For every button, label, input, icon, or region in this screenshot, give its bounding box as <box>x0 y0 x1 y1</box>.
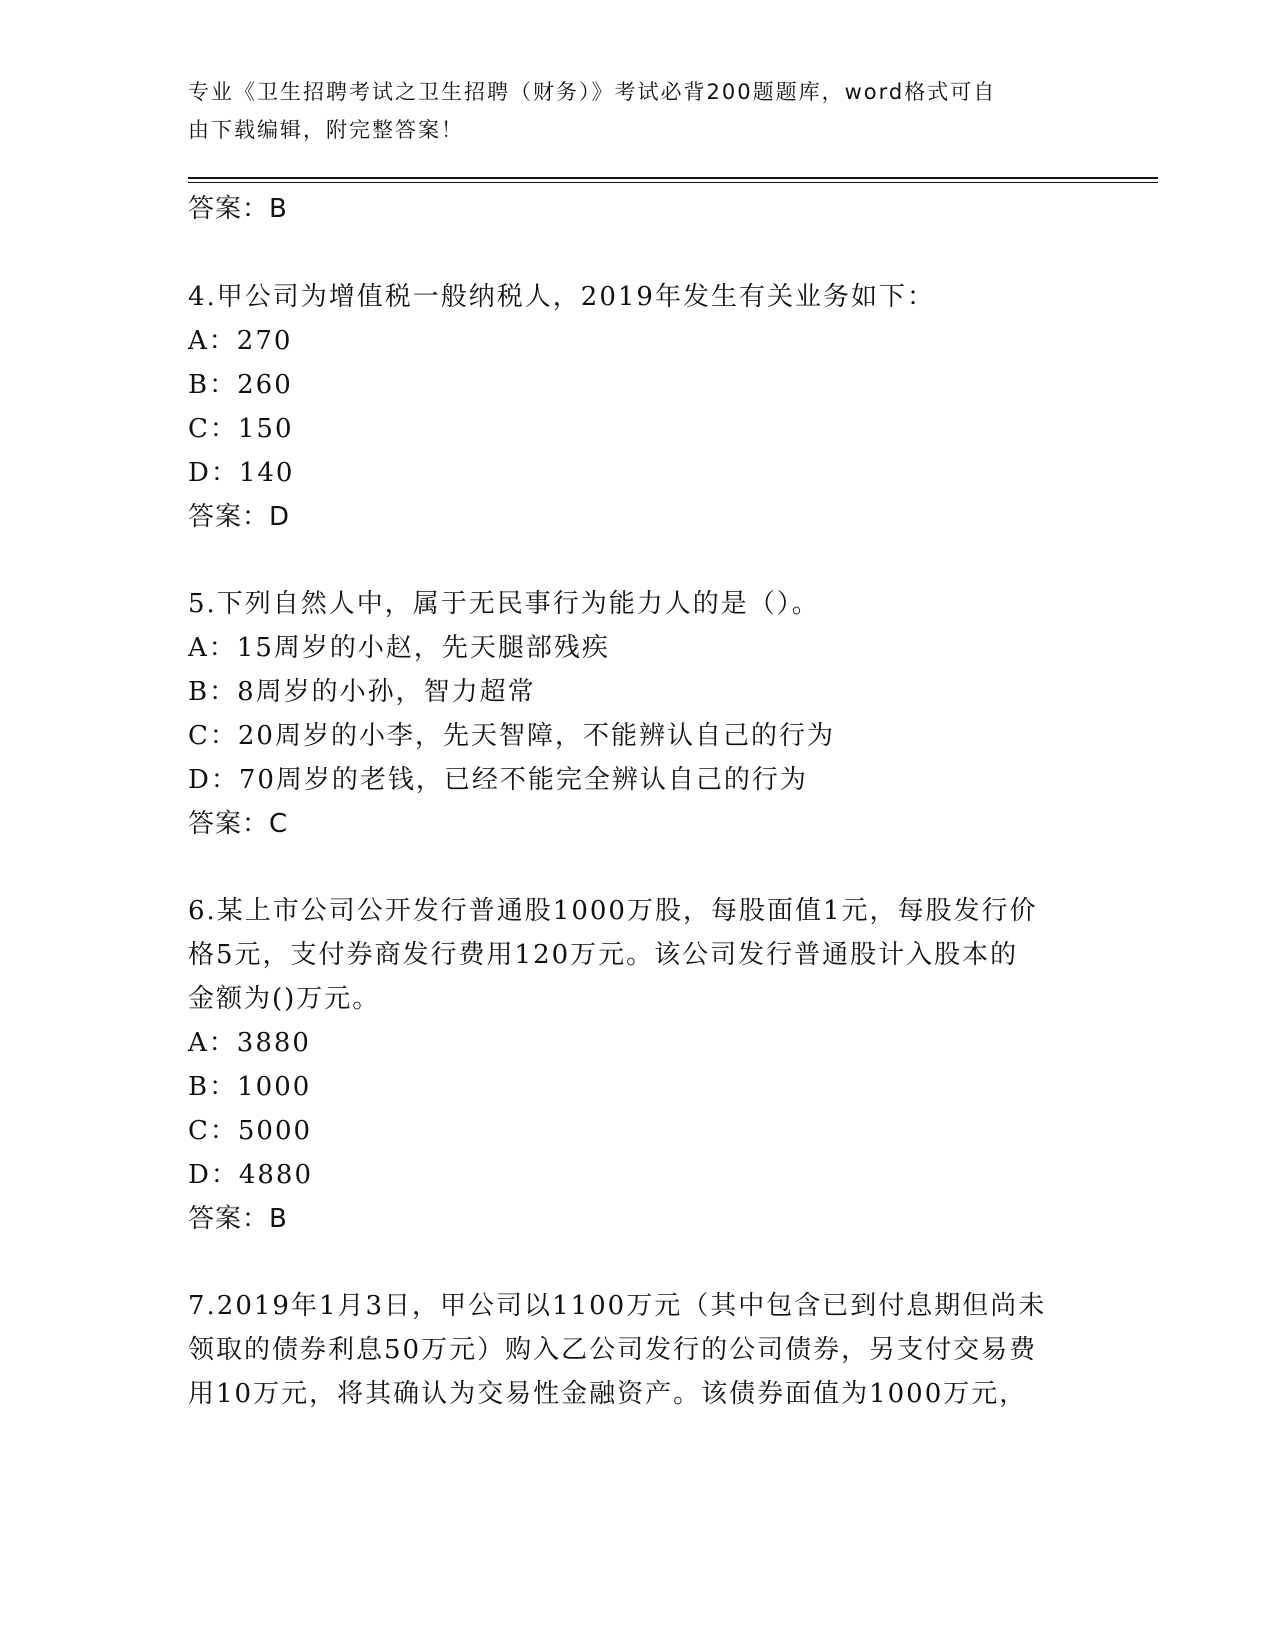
answer-q3: 答案：B <box>188 194 288 224</box>
header-line-1: 专业《卫生招聘考试之卫生招聘（财务）》考试必背200题题库，word格式可自 <box>188 80 997 104</box>
question-6-stem-line-2: 格5元，支付券商发行费用120万元。该公司发行普通股计入股本的 <box>188 940 1019 970</box>
question-6-stem-line-1: 6.某上市公司公开发行普通股1000万股，每股面值1元，每股发行价 <box>188 896 1038 926</box>
header-rule <box>188 177 1158 179</box>
answer-q6: 答案：B <box>188 1204 288 1234</box>
question-7-stem-line-3: 用10万元，将其确认为交易性金融资产。该债券面值为1000万元， <box>188 1379 1028 1409</box>
question-6-option-a: A：3880 <box>188 1028 311 1058</box>
question-6-option-c: C：5000 <box>188 1116 313 1146</box>
question-4-option-c: C：150 <box>188 414 294 444</box>
question-4-option-b: B：260 <box>188 370 293 400</box>
question-7-stem-line-1: 7.2019年1月3日，甲公司以1100万元（其中包含已到付息期但尚未 <box>188 1291 1047 1321</box>
question-5-option-d: D：70周岁的老钱，已经不能完全辨认自己的行为 <box>188 765 808 795</box>
question-4-option-a: A：270 <box>188 326 293 356</box>
question-7-stem-line-2: 领取的债券利息50万元）购入乙公司发行的公司债券，另支付交易费 <box>188 1335 1038 1365</box>
header-line-2: 由下载编辑，附完整答案！ <box>188 118 464 142</box>
document-header <box>188 73 1088 149</box>
question-5-option-b: B：8周岁的小孙，智力超常 <box>188 677 536 707</box>
header-rule-thin <box>188 182 1158 183</box>
question-4-stem: 4.甲公司为增值税一般纳税人，2019年发生有关业务如下： <box>188 282 935 312</box>
question-5-stem: 5.下列自然人中，属于无民事行为能力人的是（）。 <box>188 589 820 619</box>
question-5-option-c: C：20周岁的小李，先天智障，不能辨认自己的行为 <box>188 721 835 751</box>
question-4-option-d: D：140 <box>188 458 295 488</box>
answer-q5: 答案：C <box>188 809 289 839</box>
question-6-option-b: B：1000 <box>188 1072 312 1102</box>
question-6-option-d: D：4880 <box>188 1160 314 1190</box>
question-6-stem-line-3: 金额为()万元。 <box>188 984 381 1014</box>
question-5-option-a: A：15周岁的小赵，先天腿部残疾 <box>188 633 610 663</box>
answer-q4: 答案：D <box>188 502 291 532</box>
